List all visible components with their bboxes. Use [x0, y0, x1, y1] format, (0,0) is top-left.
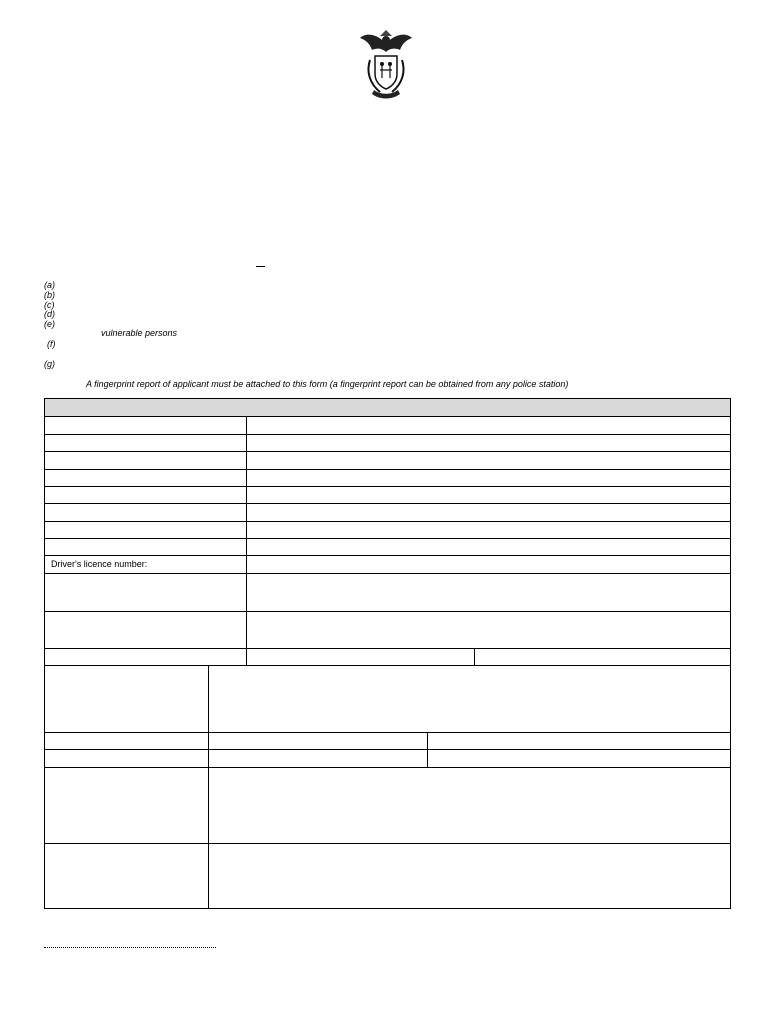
row-divider [45, 538, 730, 539]
row-divider [45, 521, 730, 522]
row-divider [45, 843, 730, 844]
dash-mark [256, 266, 265, 267]
drivers-licence-label: Driver's licence number: [51, 559, 148, 569]
list-letter-g: (g) [44, 359, 55, 369]
row-divider [45, 665, 730, 666]
list-letter-d: (d) [44, 309, 55, 319]
row-divider [45, 434, 730, 435]
column-divider [246, 416, 247, 665]
signature-line [44, 947, 216, 948]
coat-of-arms-icon [358, 30, 414, 102]
row-divider [45, 469, 730, 470]
list-letter-f: (f) [47, 339, 56, 349]
row-divider [45, 573, 730, 574]
row-divider [45, 611, 730, 612]
row-divider [45, 555, 730, 556]
row-divider [45, 767, 730, 768]
row-divider [45, 451, 730, 452]
column-divider [474, 648, 475, 665]
row-divider [45, 416, 730, 417]
fingerprint-note: A fingerprint report of applicant must be attached to this form (a fingerprint report can be obtained from any police station) [86, 379, 569, 389]
application-form-table [44, 398, 731, 909]
list-letter-c: (c) [44, 300, 55, 310]
row-divider [45, 648, 730, 649]
row-divider [45, 749, 730, 750]
row-divider [45, 732, 730, 733]
column-divider [208, 665, 209, 908]
row-divider [45, 486, 730, 487]
column-divider [427, 732, 428, 767]
list-letter-a: (a) [44, 280, 55, 290]
form-header-bar [45, 399, 730, 416]
list-letter-e: (e) [44, 319, 55, 329]
list-note: vulnerable persons [101, 328, 178, 338]
row-divider [45, 503, 730, 504]
list-letter-b: (b) [44, 290, 55, 300]
